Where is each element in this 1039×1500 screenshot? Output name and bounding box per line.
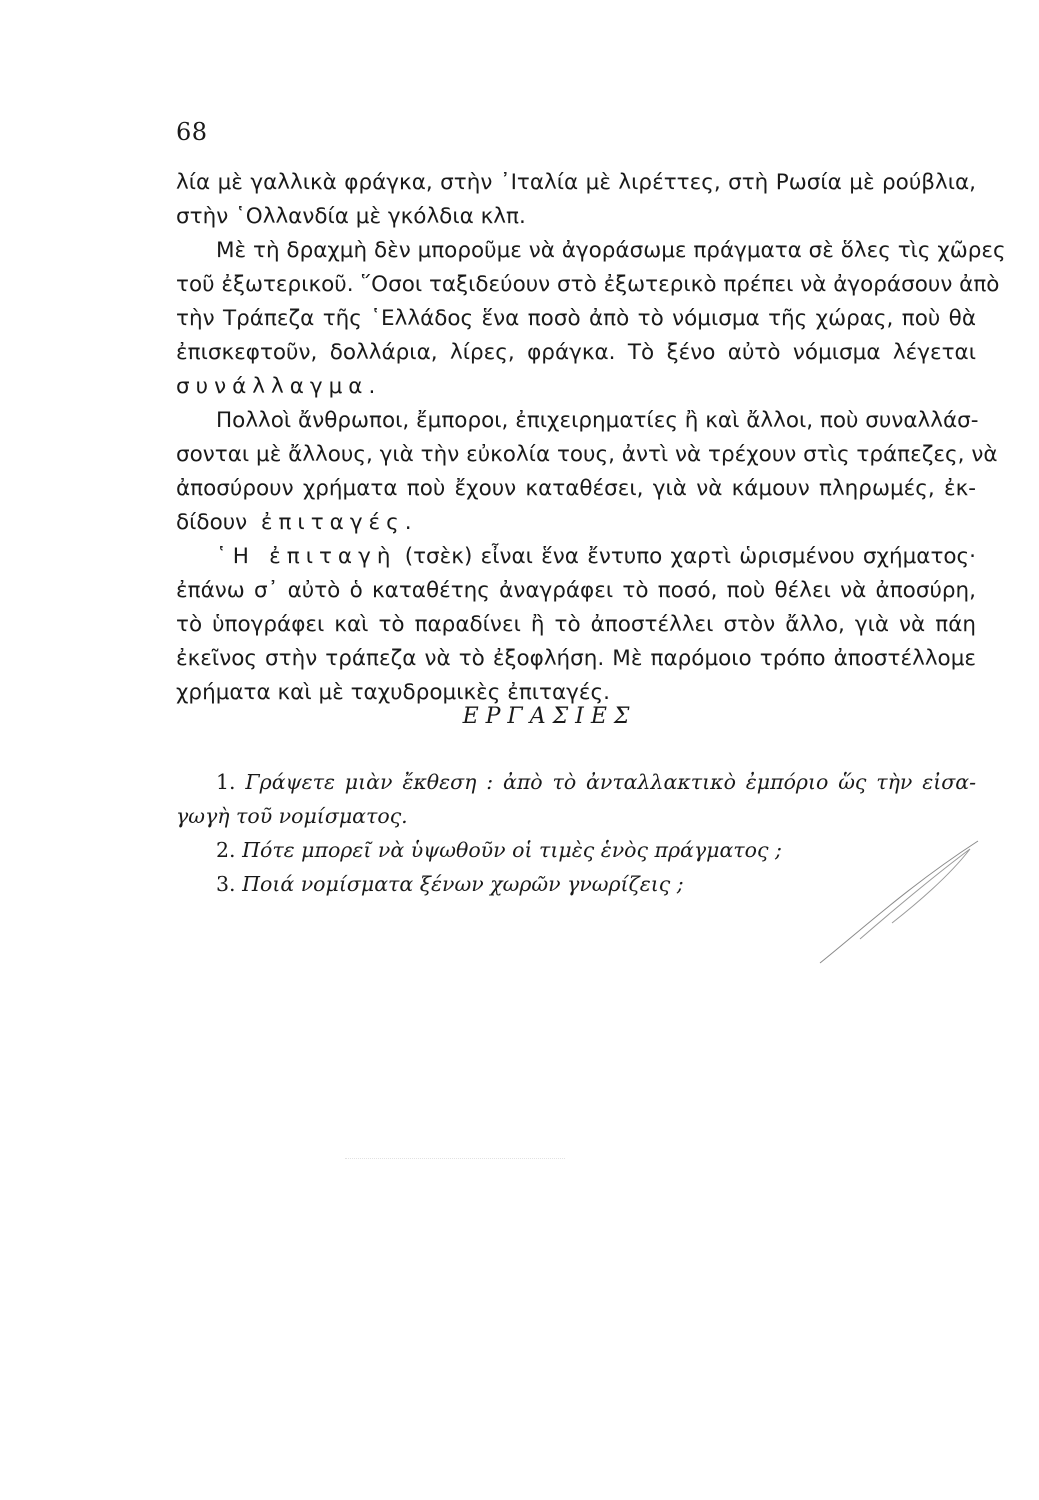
text-line: Πολλοὶ ἄνθρωποι, ἔμποροι, ἐπιχειρηματίες ἢ καὶ ἄλλοι, ποὺ συναλλάσ-	[216, 408, 979, 433]
text-line: γωγὴ τοῦ νομίσματος.	[176, 804, 408, 828]
paragraph-1	[176, 166, 976, 234]
text-line: λία μὲ γαλλικὰ φράγκα, στὴν ᾿Ιταλία μὲ λιρέττες, στὴ Ρωσία μὲ ρούβλια,	[176, 170, 976, 195]
exercise-text: Πότε μπορεῖ νὰ ὑψωθοῦν οἱ τιμὲς ἑνὸς πράγματος ;	[242, 838, 782, 862]
text-line: σονται μὲ ἄλλους, γιὰ τὴν εὐκολία τους, ἀντὶ νὰ τρέχουν στὶς τράπεζες, νὰ	[176, 442, 998, 467]
text-line: ἐπισκεφτοῦν, δολλάρια, λίρες, φράγκα. Τὸ ξένο αὐτὸ νόμισμα λέγεται	[176, 340, 976, 365]
text-line: ἐπάνω σ᾿ αὐτὸ ὁ καταθέτης ἀναγράφει τὸ ποσό, ποὺ θέλει νὰ ἀποσύρη,	[176, 578, 976, 603]
exercise-item	[176, 765, 976, 833]
spaced-term: συνάλλαγμα.	[176, 374, 382, 399]
text-line: στὴν ῾Ολλανδία μὲ γκόλδια κλπ.	[176, 204, 526, 229]
text-line	[176, 540, 976, 574]
exercise-number: 2.	[216, 838, 236, 862]
paragraph-3	[176, 404, 998, 540]
exercise-number: 3.	[216, 872, 236, 896]
text-line: ἀποσύρουν χρήματα ποὺ ἔχουν καταθέσει, γιὰ νὰ κάμουν πληρωμές, ἐκ-	[176, 476, 976, 501]
spaced-term: ἐπιταγές.	[260, 510, 418, 535]
page-number: 68	[176, 118, 208, 146]
body-text	[176, 166, 1006, 710]
text-line	[176, 506, 976, 540]
exercise-text: Ποιά νομίσματα ξένων χωρῶν γνωρίζεις ;	[242, 872, 684, 896]
text-line: ἐκεῖνος στὴν τράπεζα νὰ τὸ ἐξοφλήση. Μὲ παρόμοιο τρόπο ἀποστέλλομε	[176, 646, 976, 671]
scan-artifact	[345, 1158, 565, 1161]
spaced-term: ῾Η ἐπιταγὴ	[216, 544, 397, 569]
paragraph-2	[176, 234, 1006, 404]
section-heading: ΕΡΓΑΣΙΕΣ	[462, 704, 637, 729]
text-line: χρήματα καὶ μὲ ταχυδρομικὲς ἐπιταγές.	[176, 680, 610, 705]
pencil-mark-icon	[800, 835, 990, 975]
text-line: τοῦ ἐξωτερικοῦ. ῞Οσοι ταξιδεύουν στὸ ἐξωτερικὸ πρέπει νὰ ἀγοράσουν ἀπὸ	[176, 272, 1000, 297]
text-line: τὸ ὑπογράφει καὶ τὸ παραδίνει ἢ τὸ ἀποστέλλει στὸν ἄλλο, γιὰ νὰ πάη	[176, 612, 976, 637]
exercise-number: 1.	[216, 770, 236, 794]
text-line	[176, 765, 976, 799]
text-line: Μὲ τὴ δραχμὴ δὲν μποροῦμε νὰ ἀγοράσωμε πράγματα σὲ ὅλες τὶς χῶρες	[216, 238, 1006, 263]
paragraph-4	[176, 540, 976, 710]
exercise-text: Γράψετε μιὰν ἔκθεση : ἀπὸ τὸ ἀνταλλακτικὸ ἐμπόριο ὥς τὴν εἰσα-	[245, 770, 976, 794]
text-line: τὴν Τράπεζα τῆς ῾Ελλάδος ἕνα ποσὸ ἀπὸ τὸ νόμισμα τῆς χώρας, ποὺ θὰ	[176, 306, 976, 331]
text-fragment: δίδουν	[176, 510, 248, 535]
text-fragment: (τσὲκ) εἶναι ἕνα ἔντυπο χαρτὶ ὡρισμένου σχήματος·	[404, 544, 976, 569]
